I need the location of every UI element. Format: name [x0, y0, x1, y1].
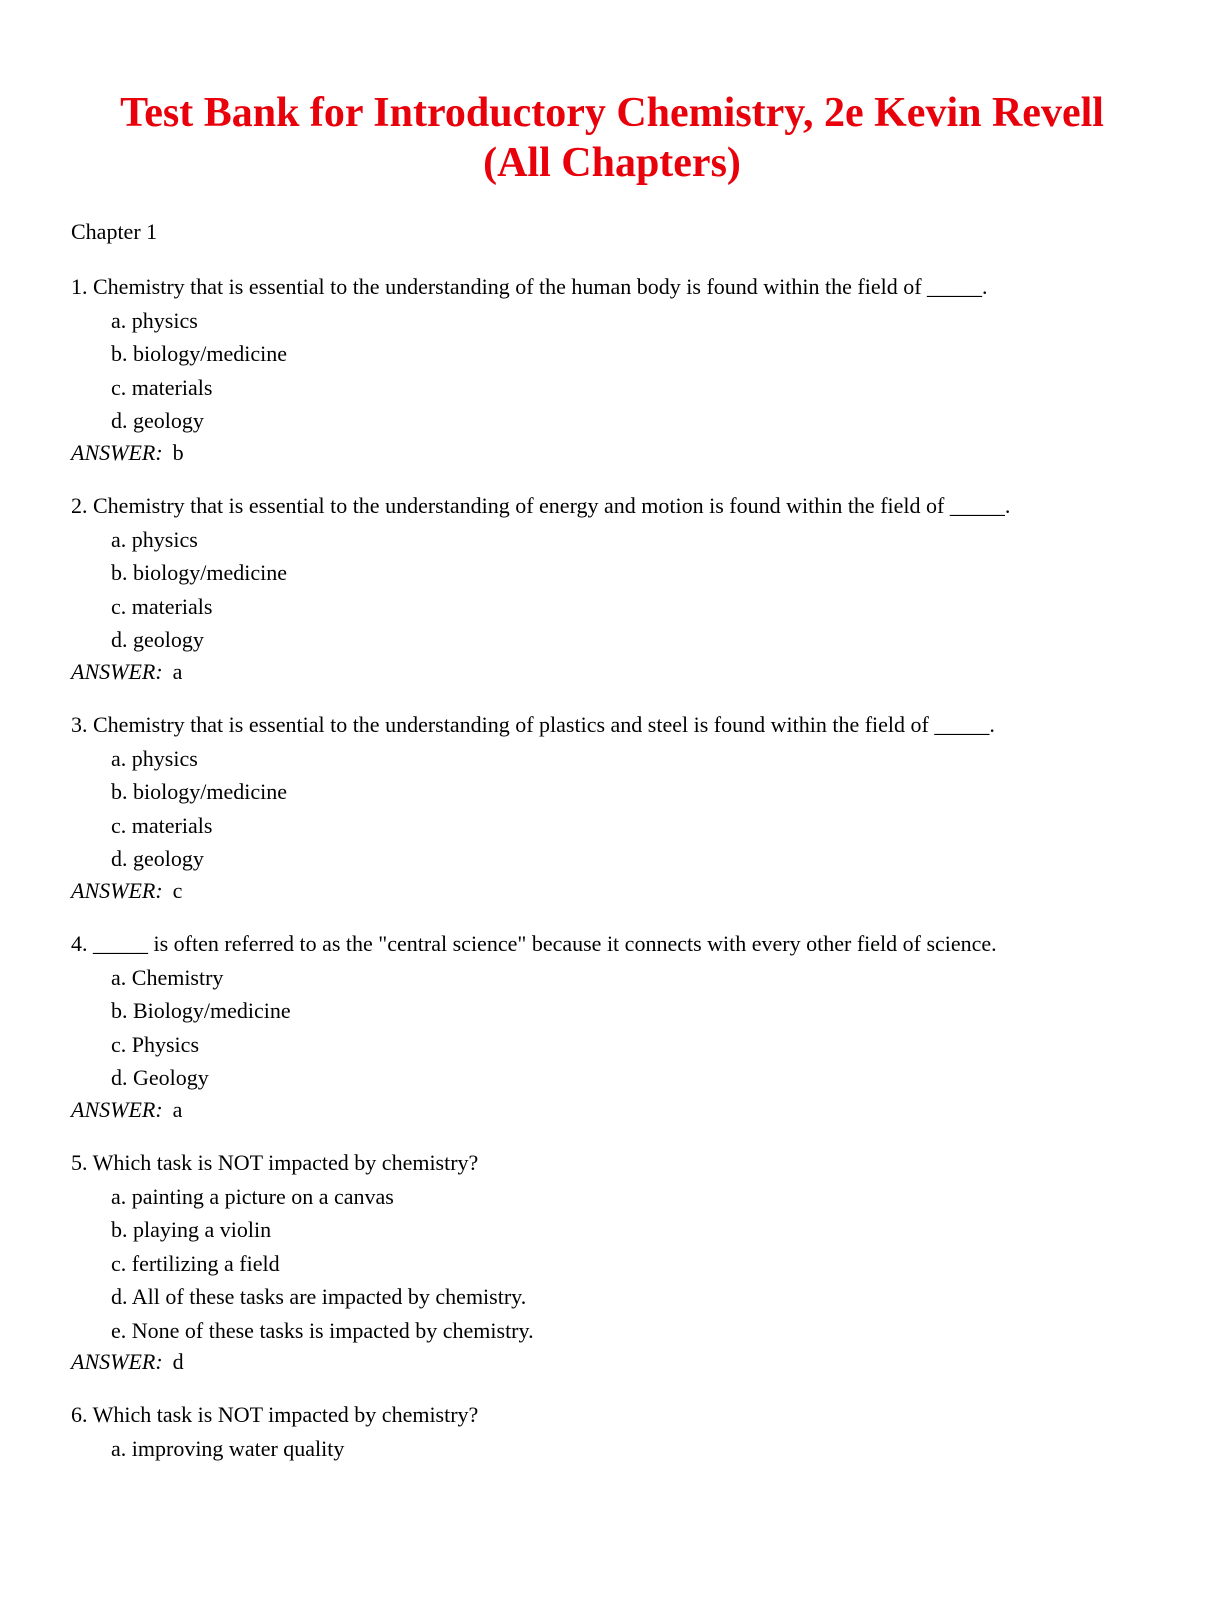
- option-list: [71, 961, 1171, 1095]
- answer-value: a: [172, 658, 183, 684]
- option-c: c. materials: [111, 374, 213, 400]
- answer-value: a: [172, 1096, 183, 1122]
- question-list: [71, 273, 1171, 1620]
- option-list: [71, 304, 1171, 438]
- answer-value: d: [172, 1348, 184, 1374]
- question-stem: 5. Which task is NOT impacted by chemistry?: [71, 1150, 479, 1175]
- answer-label: ANSWER:: [71, 439, 163, 465]
- option-b: b. biology/medicine: [111, 341, 287, 367]
- option-b: b. Biology/medicine: [111, 998, 291, 1024]
- option-b: b. playing a violin: [111, 1217, 272, 1243]
- answer-label: ANSWER:: [71, 1096, 163, 1122]
- option-list: [71, 742, 1171, 876]
- option-a: a. physics: [111, 746, 198, 771]
- question-1: [71, 273, 1171, 492]
- option-list: [71, 1432, 1171, 1465]
- answer-value: b: [172, 439, 184, 465]
- option-b: b. biology/medicine: [111, 779, 287, 805]
- answer-value: c: [172, 877, 183, 903]
- question-stem: 1. Chemistry that is essential to the understanding of the human body is found within the field of _____.: [71, 274, 988, 299]
- option-c: c. Physics: [111, 1031, 199, 1057]
- answer-line: [71, 1095, 1171, 1125]
- option-list: [71, 523, 1171, 657]
- option-c: c. materials: [111, 593, 213, 619]
- title-line-1: Test Bank for Introductory Chemistry, 2e Kevin Revell: [120, 90, 1104, 136]
- answer-line: [71, 657, 1171, 687]
- option-a: a. Chemistry: [111, 965, 224, 990]
- answer-line: [71, 1347, 1171, 1377]
- question-3: [71, 711, 1171, 930]
- option-d: d. geology: [111, 846, 204, 872]
- question-stem: 2. Chemistry that is essential to the understanding of energy and motion is found within the field of _____.: [71, 493, 1011, 518]
- option-list: [71, 1180, 1171, 1347]
- document-title: [0, 88, 1224, 188]
- chapter-heading: Chapter 1: [71, 219, 158, 244]
- title-line-2: (All Chapters): [483, 140, 741, 186]
- question-stem: 4. _____ is often referred to as the "central science" because it connects with every other field of science.: [71, 931, 997, 956]
- answer-line: [71, 876, 1171, 906]
- option-d: d. All of these tasks are impacted by chemistry.: [111, 1284, 527, 1310]
- answer-label: ANSWER:: [71, 877, 163, 903]
- question-6: [71, 1401, 1171, 1620]
- option-d: d. geology: [111, 627, 204, 653]
- question-5: [71, 1149, 1171, 1401]
- answer-label: ANSWER:: [71, 658, 163, 684]
- question-stem: 6. Which task is NOT impacted by chemistry?: [71, 1402, 479, 1427]
- question-4: [71, 930, 1171, 1149]
- option-a: a. physics: [111, 308, 198, 333]
- option-a: a. physics: [111, 527, 198, 552]
- option-a: a. improving water quality: [111, 1436, 345, 1461]
- question-2: [71, 492, 1171, 711]
- option-e: e. None of these tasks is impacted by chemistry.: [111, 1317, 534, 1343]
- answer-label: ANSWER:: [71, 1348, 163, 1374]
- option-d: d. Geology: [111, 1065, 209, 1091]
- option-d: d. geology: [111, 408, 204, 434]
- option-b: b. biology/medicine: [111, 560, 287, 586]
- question-stem: 3. Chemistry that is essential to the understanding of plastics and steel is found within the field of _____.: [71, 712, 995, 737]
- option-c: c. materials: [111, 812, 213, 838]
- option-c: c. fertilizing a field: [111, 1250, 280, 1276]
- option-a: a. painting a picture on a canvas: [111, 1184, 394, 1209]
- answer-line: [71, 438, 1171, 468]
